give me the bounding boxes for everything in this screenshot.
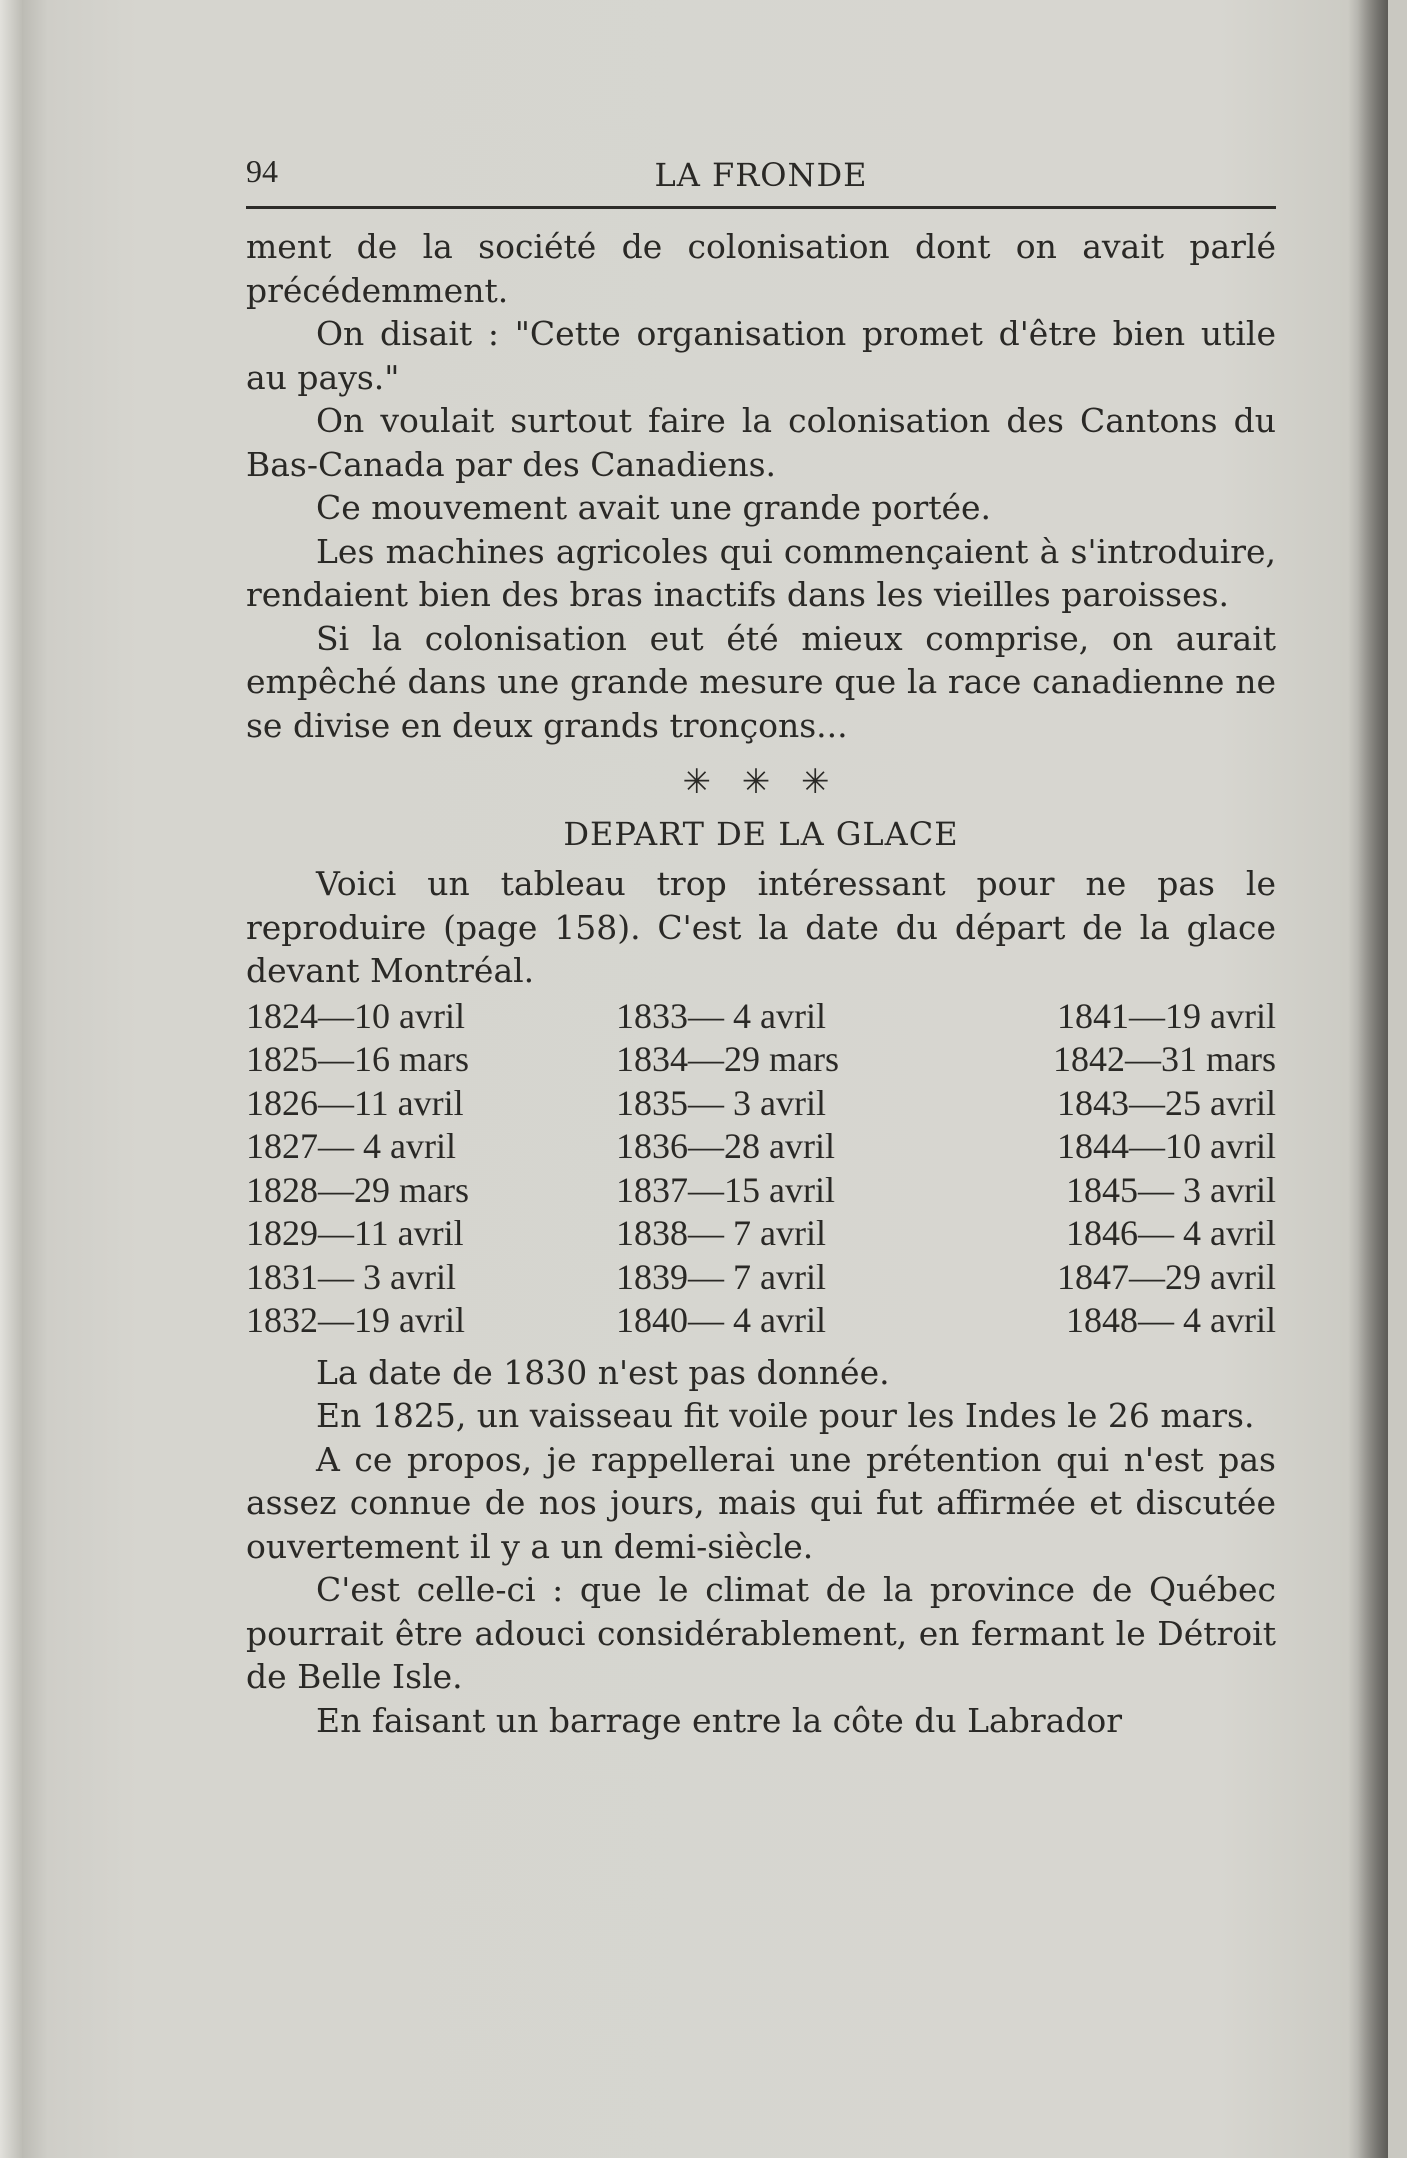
paragraph: On disait : "Cette organisation promet d'être bien utile au pays." bbox=[246, 314, 1276, 397]
table-cell: 1834—29 mars bbox=[616, 1039, 839, 1079]
table-cell: 1845— 3 avril bbox=[1066, 1169, 1276, 1210]
table-cell: 1833— 4 avril bbox=[616, 995, 826, 1036]
table-cell: 1827— 4 avril bbox=[246, 1126, 456, 1166]
table-cell: 1828—29 mars bbox=[246, 1169, 469, 1210]
page-number: 94 bbox=[246, 153, 278, 189]
paragraph: C'est celle-ci : que le climat de la province de Québec pourrait être adouci considérablement, en fermant le Détroit de Belle Isle. bbox=[246, 1570, 1276, 1696]
table-cell: 1837—15 avril bbox=[616, 1169, 835, 1210]
table-cell: 1824—10 avril bbox=[246, 995, 465, 1036]
table-cell: 1841—19 avril bbox=[1057, 995, 1276, 1036]
table-cell: 1838— 7 avril bbox=[616, 1213, 826, 1253]
table-cell: 1825—16 mars bbox=[246, 1039, 469, 1079]
paragraph: En 1825, un vaisseau fit voile pour les Indes le 26 mars. bbox=[316, 1396, 1255, 1435]
table-cell: 1826—11 avril bbox=[246, 1082, 464, 1123]
table-cell: 1839— 7 avril bbox=[616, 1256, 826, 1297]
table-cell: 1843—25 avril bbox=[1057, 1082, 1276, 1123]
paragraph: On voulait surtout faire la colonisation des Cantons du Bas-Canada par des Canadiens. bbox=[246, 401, 1276, 484]
paragraph: A ce propos, je rappellerai une prétention qui n'est pas assez connue de nos jours, mais qui fut affirmée et discutée ouvertement il y a un demi-siècle. bbox=[246, 1439, 1276, 1566]
paragraph: ment de la société de colonisation dont on avait parlé précédemment. bbox=[246, 227, 1276, 310]
paragraph: En faisant un barrage entre la côte du Labrador bbox=[316, 1700, 1123, 1740]
book-spine-shadow bbox=[1348, 0, 1388, 2158]
table-cell: 1847—29 avril bbox=[1057, 1256, 1276, 1297]
table-cell: 1840— 4 avril bbox=[616, 1300, 826, 1340]
table-cell: 1829—11 avril bbox=[246, 1213, 464, 1253]
ice-departure-table bbox=[246, 995, 1276, 1343]
page-text bbox=[246, 150, 1276, 1742]
book-page bbox=[18, 0, 1388, 2158]
table-cell: 1842—31 mars bbox=[1053, 1039, 1276, 1079]
table-cell: 1844—10 avril bbox=[1057, 1126, 1276, 1166]
paragraph: Si la colonisation eut été mieux comprise, on aurait empêché dans une grande mesure que la race canadienne ne se divise en deux grands tronçons... bbox=[246, 618, 1276, 745]
body-text bbox=[246, 225, 1276, 1742]
running-title: LA FRONDE bbox=[654, 156, 868, 194]
page-edge bbox=[0, 0, 22, 2158]
table-cell: 1846— 4 avril bbox=[1066, 1213, 1276, 1253]
table-cell: 1835— 3 avril bbox=[616, 1082, 826, 1123]
section-separator: ✳ ✳ ✳ bbox=[682, 762, 840, 802]
paragraph: Les machines agricoles qui commençaient à s'introduire, rendaient bien des bras inactifs dans les vieilles paroisses. bbox=[246, 531, 1276, 614]
paragraph: Ce mouvement avait une grande portée. bbox=[316, 488, 992, 527]
running-header bbox=[246, 150, 1276, 209]
paragraph: Voici un tableau trop intéressant pour ne pas le reproduire (page 158). C'est la date du départ de la glace devant Montréal. bbox=[246, 864, 1276, 990]
section-title: DEPART DE LA GLACE bbox=[563, 814, 959, 853]
table-cell: 1831— 3 avril bbox=[246, 1256, 456, 1297]
table-cell: 1848— 4 avril bbox=[1066, 1300, 1276, 1340]
paragraph: La date de 1830 n'est pas donnée. bbox=[316, 1352, 890, 1392]
table-cell: 1832—19 avril bbox=[246, 1300, 465, 1340]
table-cell: 1836—28 avril bbox=[616, 1126, 835, 1166]
